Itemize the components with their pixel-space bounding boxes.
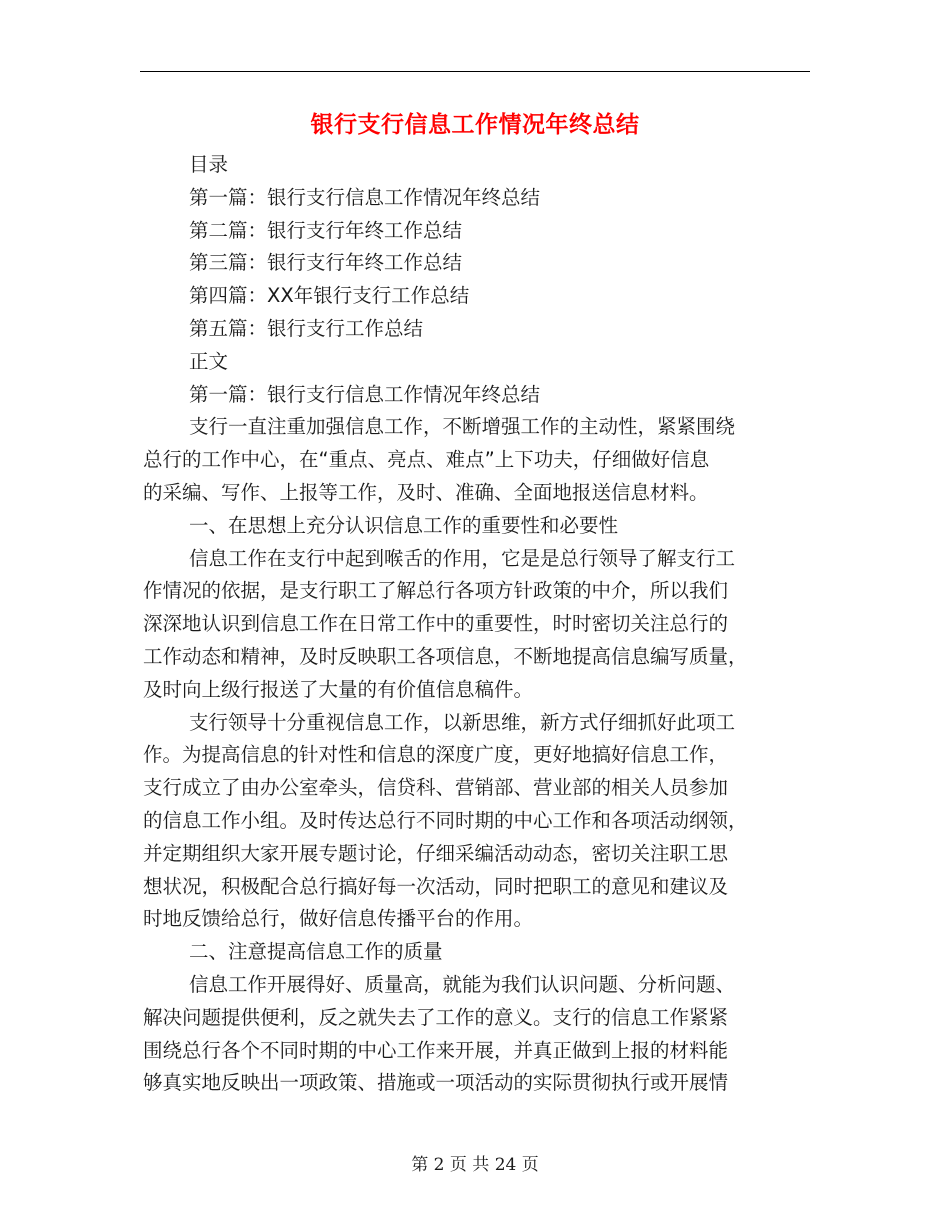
text-line: 目录 <box>189 153 229 176</box>
text-line: 第一篇：银行支行信息工作情况年终总结 <box>189 185 541 209</box>
text-line: 够真实地反映出一项政策、措施或一项活动的实际贯彻执行或开展情 <box>143 1071 729 1095</box>
text-line: 的采编、写作、上报等工作，及时、准确、全面地报送信息材料。 <box>143 480 709 504</box>
text-line: 二、注意提高信息工作的质量 <box>189 940 443 964</box>
text-line: 作情况的依据，是支行职工了解总行各项方针政策的中介，所以我们 <box>143 579 729 603</box>
text-line: 工作动态和精神，及时反映职工各项信息，不断地提高信息编写质量， <box>143 644 748 668</box>
text-line: 信息工作开展得好、质量高，就能为我们认识问题、分析问题、 <box>189 972 736 996</box>
text-line: 支行领导十分重视信息工作，以新思维，新方式仔细抓好此项工 <box>189 710 736 734</box>
text-line: 第五篇：银行支行工作总结 <box>189 316 424 340</box>
text-line: 及时向上级行报送了大量的有价值信息稿件。 <box>143 677 534 701</box>
text-line: 第四篇：XX年银行支行工作总结 <box>189 284 470 308</box>
page-footer: 第 2 页 共 24 页 <box>411 1155 539 1175</box>
header-rule <box>140 71 810 72</box>
text-line: 一、在思想上充分认识信息工作的重要性和必要性 <box>189 513 619 537</box>
text-line: 第三篇：银行支行年终工作总结 <box>189 251 463 275</box>
text-line: 深深地认识到信息工作在日常工作中的重要性，时时密切关注总行的 <box>143 612 729 636</box>
text-line: 解决问题提供便利，反之就失去了工作的意义。支行的信息工作紧紧 <box>143 1005 729 1029</box>
document-title: 银行支行信息工作情况年终总结 <box>310 111 640 138</box>
text-line: 支行成立了由办公室牵头，信贷科、营销部、营业部的相关人员参加 <box>143 776 729 800</box>
text-line: 时地反馈给总行，做好信息传播平台的作用。 <box>143 907 534 931</box>
text-line: 第二篇：银行支行年终工作总结 <box>189 218 463 242</box>
text-line: 并定期组织大家开展专题讨论，仔细采编活动动态，密切关注职工思 <box>143 841 729 865</box>
text-line: 想状况，积极配合总行搞好每一次活动，同时把职工的意见和建议及 <box>143 874 729 898</box>
text-line: 正文 <box>189 349 229 373</box>
text-line: 支行一直注重加强信息工作，不断增强工作的主动性，紧紧围绕 <box>189 415 736 439</box>
text-line: 围绕总行各个不同时期的中心工作来开展，并真正做到上报的材料能 <box>143 1038 729 1062</box>
text-line: 信息工作在支行中起到喉舌的作用，它是是总行领导了解支行工 <box>189 546 736 570</box>
text-line: 作。为提高信息的针对性和信息的深度广度，更好地搞好信息工作， <box>143 743 729 767</box>
text-line: 的信息工作小组。及时传达总行不同时期的中心工作和各项活动纲领， <box>143 808 748 832</box>
document-body <box>143 149 808 1100</box>
text-line: 总行的工作中心，在“重点、亮点、难点”上下功夫，仔细做好信息 <box>143 448 710 472</box>
text-line: 第一篇：银行支行信息工作情况年终总结 <box>189 382 541 406</box>
